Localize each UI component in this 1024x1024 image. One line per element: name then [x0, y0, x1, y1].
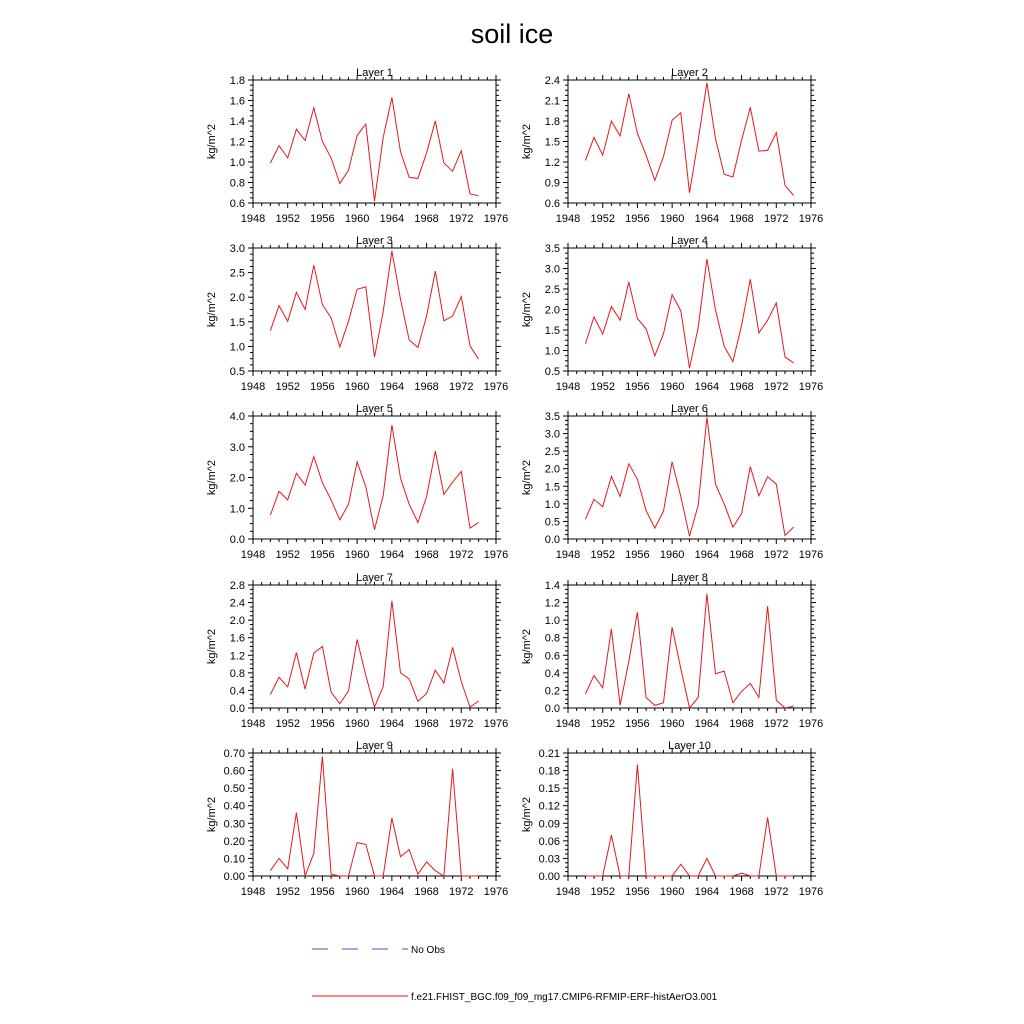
plot-frame — [568, 585, 811, 708]
y-tick-label: 0.6 — [544, 198, 560, 210]
y-tick-label: 2.4 — [544, 75, 560, 87]
y-tick-label: 0.0 — [229, 703, 245, 715]
y-tick-label: 0.30 — [223, 818, 245, 831]
x-tick-label: 1956 — [310, 718, 335, 730]
series-line — [270, 601, 478, 707]
panel-layer-10 — [521, 740, 823, 898]
x-tick-label: 1976 — [798, 213, 824, 225]
x-tick-label: 1972 — [449, 213, 474, 225]
x-tick-label: 1972 — [449, 549, 474, 561]
x-tick-label: 1948 — [555, 886, 581, 898]
panel-layer-6 — [521, 403, 823, 561]
x-tick-label: 1976 — [798, 718, 824, 730]
x-tick-label: 1956 — [625, 381, 650, 393]
x-tick-label: 1976 — [483, 886, 509, 898]
y-tick-label: 2.1 — [544, 95, 560, 108]
panel-title: Layer 2 — [671, 67, 708, 79]
x-tick-label: 1972 — [764, 886, 789, 898]
y-tick-label: 1.2 — [229, 136, 245, 149]
x-tick-label: 1972 — [764, 718, 789, 730]
x-tick-label: 1952 — [275, 886, 300, 898]
x-tick-label: 1960 — [344, 886, 370, 898]
y-tick-label: 0.03 — [538, 853, 560, 866]
panel-title: Layer 5 — [356, 403, 393, 415]
series-line — [585, 765, 793, 876]
y-tick-label: 1.5 — [544, 325, 560, 337]
panel-layer-4 — [521, 235, 823, 393]
y-axis-label: kg/m^2 — [521, 291, 533, 328]
y-tick-label: 0.00 — [538, 871, 560, 883]
series-line — [270, 757, 478, 877]
y-tick-label: 2.0 — [544, 304, 560, 317]
x-tick-label: 1964 — [694, 549, 720, 561]
y-tick-label: 1.0 — [229, 341, 245, 354]
x-tick-label: 1964 — [694, 381, 720, 393]
series-line — [270, 97, 478, 200]
series-line — [585, 259, 793, 368]
panel-grid — [206, 67, 823, 898]
y-tick-label: 0.5 — [544, 516, 560, 529]
y-axis-label: kg/m^2 — [521, 628, 533, 665]
plot-frame — [568, 80, 811, 203]
x-tick-label: 1952 — [275, 381, 300, 393]
x-tick-label: 1952 — [590, 886, 615, 898]
x-tick-label: 1976 — [483, 213, 509, 225]
x-tick-label: 1956 — [625, 549, 650, 561]
panel-title: Layer 1 — [356, 67, 393, 79]
y-tick-label: 2.4 — [229, 597, 245, 610]
panel-title: Layer 9 — [356, 740, 393, 752]
x-tick-label: 1968 — [414, 213, 439, 225]
y-tick-label: 0.6 — [229, 198, 245, 210]
series-line — [270, 425, 478, 530]
x-tick-label: 1956 — [625, 213, 650, 225]
series-line — [585, 594, 793, 708]
x-tick-label: 1968 — [414, 549, 439, 561]
x-tick-label: 1964 — [379, 213, 405, 225]
x-tick-label: 1956 — [625, 718, 650, 730]
x-tick-label: 1960 — [344, 718, 370, 730]
y-tick-label: 0.8 — [544, 632, 560, 645]
y-tick-label: 0.8 — [229, 667, 245, 680]
x-tick-label: 1972 — [449, 886, 474, 898]
y-tick-label: 1.4 — [229, 116, 245, 128]
y-tick-label: 3.5 — [544, 411, 560, 423]
series-line — [270, 251, 478, 359]
panel-layer-2 — [521, 67, 823, 225]
y-tick-label: 1.8 — [229, 75, 245, 87]
x-tick-label: 1956 — [625, 886, 650, 898]
x-tick-label: 1948 — [555, 213, 581, 225]
x-tick-label: 1960 — [344, 381, 370, 393]
y-tick-label: 0.0 — [544, 534, 560, 546]
y-tick-label: 0.15 — [538, 783, 560, 796]
y-axis-label: kg/m^2 — [206, 628, 218, 665]
legend — [312, 945, 718, 1003]
figure-title: soil ice — [470, 19, 554, 49]
x-tick-label: 1956 — [310, 381, 335, 393]
y-tick-label: 2.5 — [544, 284, 560, 296]
series-line — [585, 83, 793, 196]
x-tick-label: 1972 — [449, 718, 474, 730]
x-tick-label: 1948 — [555, 381, 581, 393]
x-tick-label: 1964 — [694, 213, 720, 225]
panel-layer-8 — [521, 572, 823, 730]
y-tick-label: 0.70 — [223, 748, 245, 760]
panel-title: Layer 4 — [671, 235, 708, 247]
y-tick-label: 0.2 — [544, 685, 560, 698]
plot-frame — [253, 585, 496, 708]
y-tick-label: 3.0 — [229, 441, 245, 454]
x-tick-label: 1976 — [798, 381, 824, 393]
y-tick-label: 1.5 — [229, 316, 245, 329]
x-tick-label: 1976 — [483, 381, 509, 393]
y-tick-label: 3.0 — [544, 263, 560, 276]
y-tick-label: 4.0 — [229, 411, 245, 423]
x-tick-label: 1952 — [590, 549, 615, 561]
panel-title: Layer 7 — [356, 572, 393, 584]
legend-model-label: f.e21.FHIST_BGC.f09_f09_mg17.CMIP6-RFMIP-ERF-histAerO3.001 — [411, 992, 718, 1003]
y-tick-label: 0.09 — [538, 818, 560, 831]
y-axis-label: kg/m^2 — [521, 459, 533, 496]
y-tick-label: 1.0 — [544, 498, 560, 511]
x-tick-label: 1952 — [590, 381, 615, 393]
plot-frame — [253, 80, 496, 203]
y-axis-label: kg/m^2 — [521, 796, 533, 833]
y-tick-label: 2.0 — [229, 292, 245, 305]
x-tick-label: 1952 — [590, 213, 615, 225]
y-tick-label: 3.0 — [544, 428, 560, 441]
x-tick-label: 1948 — [555, 549, 581, 561]
x-tick-label: 1952 — [275, 718, 300, 730]
y-tick-label: 2.5 — [544, 446, 560, 459]
x-tick-label: 1964 — [379, 886, 405, 898]
y-tick-label: 1.6 — [229, 95, 245, 108]
x-tick-label: 1964 — [379, 381, 405, 393]
x-tick-label: 1976 — [483, 549, 509, 561]
x-tick-label: 1968 — [414, 718, 439, 730]
y-tick-label: 1.5 — [544, 481, 560, 494]
x-tick-label: 1960 — [344, 549, 370, 561]
x-tick-label: 1976 — [798, 886, 824, 898]
y-tick-label: 2.5 — [229, 267, 245, 280]
panel-title: Layer 8 — [671, 572, 708, 584]
panel-layer-5 — [206, 403, 508, 561]
x-tick-label: 1960 — [344, 213, 370, 225]
y-tick-label: 2.0 — [229, 472, 245, 485]
x-tick-label: 1972 — [764, 549, 789, 561]
y-tick-label: 3.5 — [544, 243, 560, 255]
x-tick-label: 1972 — [764, 213, 789, 225]
y-tick-label: 0.6 — [544, 650, 560, 663]
plot-frame — [253, 248, 496, 371]
x-tick-label: 1956 — [310, 213, 335, 225]
y-tick-label: 2.0 — [229, 615, 245, 628]
x-tick-label: 1956 — [310, 549, 335, 561]
y-tick-label: 1.0 — [229, 157, 245, 169]
panel-layer-1 — [206, 67, 508, 225]
y-axis-label: kg/m^2 — [206, 291, 218, 328]
y-tick-label: 0.9 — [544, 177, 560, 190]
x-tick-label: 1968 — [729, 381, 754, 393]
x-tick-label: 1952 — [275, 549, 300, 561]
y-tick-label: 0.5 — [229, 366, 245, 378]
plot-frame — [253, 416, 496, 539]
y-tick-label: 1.4 — [544, 580, 560, 592]
x-tick-label: 1948 — [240, 381, 266, 393]
y-tick-label: 1.0 — [229, 503, 245, 516]
y-tick-label: 1.2 — [544, 157, 560, 169]
x-tick-label: 1964 — [379, 549, 405, 561]
y-tick-label: 0.20 — [223, 835, 245, 848]
panel-title: Layer 6 — [671, 403, 708, 415]
x-tick-label: 1964 — [379, 718, 405, 730]
x-tick-label: 1968 — [414, 886, 439, 898]
y-tick-label: 0.10 — [223, 853, 245, 866]
y-tick-label: 2.0 — [544, 463, 560, 476]
y-tick-label: 3.0 — [229, 243, 245, 255]
x-tick-label: 1968 — [414, 381, 439, 393]
y-tick-label: 0.21 — [538, 748, 560, 760]
x-tick-label: 1952 — [275, 213, 300, 225]
panel-title: Layer 3 — [356, 235, 393, 247]
y-tick-label: 2.8 — [229, 580, 245, 592]
x-tick-label: 1968 — [729, 718, 754, 730]
y-tick-label: 1.6 — [229, 632, 245, 645]
x-tick-label: 1948 — [555, 718, 581, 730]
y-tick-label: 0.18 — [538, 765, 560, 778]
plot-frame — [568, 753, 811, 876]
x-tick-label: 1960 — [659, 213, 685, 225]
y-axis-label: kg/m^2 — [206, 459, 218, 496]
x-tick-label: 1960 — [659, 718, 685, 730]
y-tick-label: 1.0 — [544, 615, 560, 628]
y-tick-label: 0.5 — [544, 366, 560, 378]
x-tick-label: 1964 — [694, 886, 720, 898]
x-tick-label: 1960 — [659, 381, 685, 393]
y-tick-label: 1.5 — [544, 136, 560, 149]
y-tick-label: 0.8 — [229, 177, 245, 190]
legend-obs-label: No Obs — [411, 945, 445, 956]
x-tick-label: 1972 — [764, 381, 789, 393]
y-tick-label: 0.4 — [544, 667, 560, 680]
x-tick-label: 1948 — [240, 718, 266, 730]
y-tick-label: 1.2 — [544, 597, 560, 610]
y-tick-label: 0.40 — [223, 800, 245, 813]
x-tick-label: 1976 — [798, 549, 824, 561]
panel-title: Layer 10 — [668, 740, 711, 752]
series-line — [585, 417, 793, 536]
y-tick-label: 0.00 — [223, 871, 245, 883]
x-tick-label: 1968 — [729, 213, 754, 225]
y-tick-label: 0.06 — [538, 835, 560, 848]
y-tick-label: 1.8 — [544, 116, 560, 128]
x-tick-label: 1956 — [310, 886, 335, 898]
y-axis-label: kg/m^2 — [206, 796, 218, 833]
panel-layer-7 — [206, 572, 508, 730]
x-tick-label: 1948 — [240, 549, 266, 561]
y-tick-label: 0.12 — [538, 800, 560, 813]
y-tick-label: 0.4 — [229, 685, 245, 698]
x-tick-label: 1960 — [659, 549, 685, 561]
x-tick-label: 1960 — [659, 886, 685, 898]
y-axis-label: kg/m^2 — [206, 123, 218, 160]
x-tick-label: 1964 — [694, 718, 720, 730]
y-tick-label: 0.50 — [223, 783, 245, 796]
y-tick-label: 1.0 — [544, 345, 560, 358]
x-tick-label: 1976 — [483, 718, 509, 730]
y-tick-label: 1.2 — [229, 650, 245, 663]
x-tick-label: 1968 — [729, 886, 754, 898]
x-tick-label: 1948 — [240, 213, 266, 225]
y-tick-label: 0.0 — [544, 703, 560, 715]
x-tick-label: 1972 — [449, 381, 474, 393]
plot-frame — [568, 248, 811, 371]
panel-layer-9 — [206, 740, 508, 898]
y-tick-label: 0.0 — [229, 534, 245, 546]
y-tick-label: 0.60 — [223, 765, 245, 778]
x-tick-label: 1952 — [590, 718, 615, 730]
x-tick-label: 1948 — [240, 886, 266, 898]
plot-frame — [568, 416, 811, 539]
x-tick-label: 1968 — [729, 549, 754, 561]
y-axis-label: kg/m^2 — [521, 123, 533, 160]
panel-layer-3 — [206, 235, 508, 393]
